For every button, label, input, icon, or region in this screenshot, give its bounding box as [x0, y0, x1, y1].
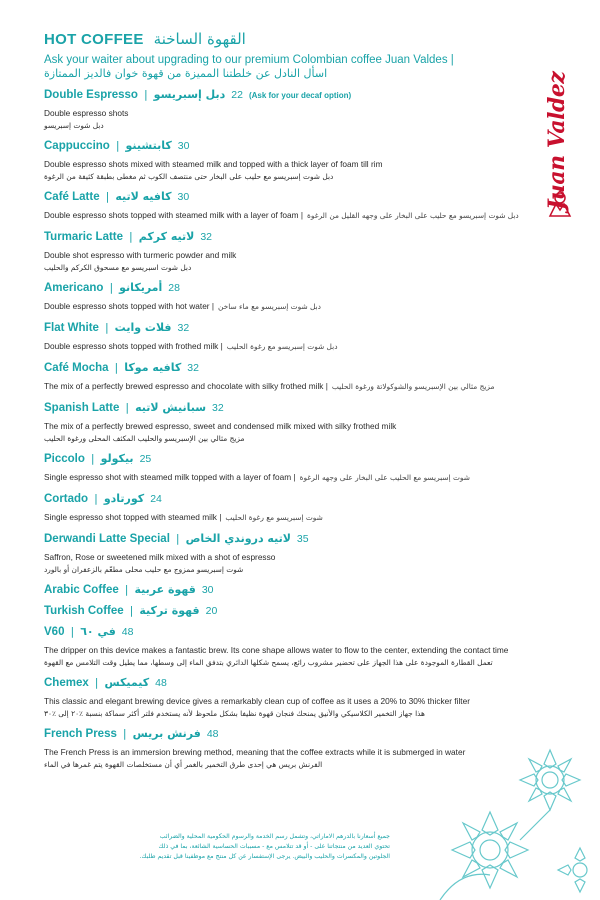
item-description-en: This classic and elegant brewing device gives a remarkably clean cup of coffee as it uses a 20% to 30% thicker filter [44, 696, 470, 706]
item-name-ar: سبانيش لاتيه [135, 401, 207, 414]
item-separator: | [105, 190, 110, 203]
menu-item-header [44, 361, 534, 374]
item-description-line [44, 465, 534, 484]
item-name-ar: لاتيه دروندي الخاص [185, 532, 291, 545]
item-price: 30 [177, 191, 190, 203]
item-description-en: Double espresso shots mixed with steamed milk and topped with a thick layer of foam till rim [44, 159, 383, 169]
menu-item-header [44, 88, 534, 101]
item-separator: | [143, 88, 148, 101]
menu-item-header [44, 190, 534, 203]
item-name-en: Flat White [44, 322, 99, 334]
item-name-ar: كابتشينو [125, 139, 172, 152]
menu-item [44, 230, 534, 273]
menu-item-header [44, 321, 534, 334]
item-price: 22 [231, 89, 243, 101]
item-separator: | [104, 321, 109, 334]
item-price: 35 [296, 533, 309, 545]
item-separator: | [70, 625, 75, 638]
item-name-en: Spanish Latte [44, 402, 120, 414]
section-title-ar: القهوة الساخنة [153, 30, 246, 48]
item-price: 30 [201, 584, 214, 596]
item-name-ar: كافيه موكا [124, 361, 182, 374]
item-description-line [44, 152, 534, 171]
item-description-ar: شوت إسبريسو مع رغوة الحليب [225, 513, 323, 522]
item-price: 48 [121, 626, 134, 638]
menu-item-header [44, 452, 534, 465]
item-separator: | [94, 492, 98, 505]
footer-allergen-note-1: تحتوي العديد من منتجاتنا على - أو قد تتلامس مع - مسببات الحساسية الشائعة، بما في ذلك [158, 843, 390, 850]
menu-footer [60, 832, 390, 862]
menu-item-header [44, 625, 534, 638]
item-price: 48 [155, 677, 167, 689]
item-name-en: Chemex [44, 677, 89, 689]
menu-item [44, 361, 534, 393]
footer-allergen-note-2: الجلوتين والمكسرات والحليب والبيض. يرجى الإستفسار عن كل منتج مع موظفينا قبل تقديم طلبك. [139, 853, 390, 860]
item-description-line [44, 294, 534, 313]
item-name-en: French Press [44, 728, 117, 740]
item-separator: | [90, 452, 95, 465]
item-name-ar: قهوة تركية [139, 604, 200, 617]
menu-item [44, 281, 534, 313]
item-description-ar: دبل شوت إسبريسو مع حليب على البخار حتى منتصف الكوب ثم مغطى بطبقة كثيفة من الرغوة [44, 172, 334, 181]
menu-header [44, 30, 524, 80]
item-description-line [44, 374, 534, 393]
menu-item [44, 452, 534, 484]
brand-logo [538, 40, 582, 210]
item-name-en: Café Latte [44, 191, 100, 203]
item-price: 48 [206, 728, 219, 740]
item-description-en: Double espresso shots topped with hot water | [44, 301, 215, 311]
item-separator: | [125, 401, 130, 414]
menu-item-header [44, 139, 534, 152]
menu-item [44, 604, 534, 617]
menu-item [44, 139, 534, 182]
item-description-ar: دبل شوت إسبريسو مع ماء ساخن [218, 302, 321, 311]
item-description-ar: الفرنش بريس هي إحدى طرق التخمير بالغمر أي أن مستخلصات القهوة يتم غمرها في الماء [44, 760, 323, 769]
floral-pattern-decoration [400, 700, 600, 900]
item-price: 28 [168, 282, 180, 294]
menu-item [44, 190, 534, 222]
item-description-ar: مزيج مثالي بين الإسبريسو والحليب المكثف المحلى ورغوة الحليب [44, 434, 245, 443]
item-price: 30 [177, 140, 190, 152]
menu-item [44, 88, 534, 131]
item-price: 32 [200, 231, 213, 243]
menu-item-header [44, 401, 534, 414]
item-description-ar: شوت إسبريسو مع الحليب على البخار على وجهه الرغوة [299, 473, 470, 482]
item-separator: | [122, 727, 127, 740]
item-description-ar: دبل شوت إسبريسو مع حليب على البخار على وجهه القليل من الرغوة [307, 211, 519, 220]
item-description-ar: دبل شوت إسبريسو مع رغوة الحليب [226, 342, 338, 351]
item-description-en: Single espresso shot topped with steamed milk | [44, 512, 222, 522]
item-name-ar: كافيه لاتيه [115, 190, 172, 203]
item-note: (Ask for your decaf option) [248, 91, 352, 100]
item-description-line [44, 505, 534, 524]
item-separator: | [109, 281, 114, 294]
item-name-en: Arabic Coffee [44, 584, 119, 596]
item-name-ar: كورتادو [103, 492, 145, 505]
item-name-ar: فلات وايت [114, 321, 172, 334]
menu-item-header [44, 492, 534, 505]
item-description-line [44, 101, 534, 120]
item-name-ar: لاتيه كركم [138, 230, 195, 243]
menu-list [44, 88, 534, 778]
item-separator: | [129, 604, 134, 617]
item-separator: | [129, 230, 133, 243]
item-price: 24 [150, 493, 162, 505]
menu-item-header [44, 532, 534, 545]
menu-item [44, 492, 534, 524]
item-name-ar: فرنش بريس [132, 727, 201, 740]
item-separator: | [115, 139, 120, 152]
item-name-en: Cappuccino [44, 140, 110, 152]
item-separator: | [114, 361, 119, 374]
section-title-en: HOT COFFEE [44, 31, 144, 48]
item-name-ar: في ٦٠ [80, 625, 116, 638]
menu-item-header [44, 281, 534, 294]
menu-item [44, 401, 534, 444]
item-name-en: V60 [44, 626, 65, 638]
item-price: 32 [177, 322, 190, 334]
menu-item-header [44, 583, 534, 596]
item-name-en: Double Espresso [44, 89, 138, 101]
item-name-en: Americano [44, 282, 104, 294]
item-name-en: Derwandi Latte Special [44, 533, 170, 545]
item-description-ar: دبل شوت اسبريسو مع مسحوق الكركم والحليب [44, 263, 192, 272]
item-description-line [44, 334, 534, 353]
footer-prices-note: جميع أسعارنا بالدرهم الاماراتي، وتشمل رسم الخدمة والرسوم الحكومية المحلية والضرائب [159, 833, 390, 840]
item-name-en: Piccolo [44, 453, 85, 465]
item-separator: | [175, 532, 180, 545]
item-description-en: The dripper on this device makes a fantastic brew. Its cone shape allows water to flow to the center, extending the contact time [44, 645, 509, 655]
item-price: 20 [205, 605, 218, 617]
item-separator: | [124, 583, 129, 596]
upgrade-note-en: Ask your waiter about upgrading to our premium Colombian coffee Juan Valdes | [44, 54, 454, 66]
brand-logo-text: Juan Valdez [544, 71, 570, 210]
item-description-en: Double espresso shots topped with frothed milk | [44, 341, 223, 351]
item-description-en: Saffron, Rose or sweetened milk mixed with a shot of espresso [44, 552, 276, 562]
item-description-en: Double shot espresso with turmeric powder and milk [44, 250, 237, 260]
menu-item [44, 532, 534, 575]
item-description-ar: شوت إسبريسو ممزوج مع حليب محلى مطعّم بالزعفران أو بالورد [44, 565, 244, 574]
item-name-ar: بيكولو [100, 452, 134, 465]
item-description-en: The mix of a perfectly brewed espresso and chocolate with silky frothed milk | [44, 381, 328, 391]
item-separator: | [94, 676, 99, 689]
item-description-en: Double espresso shots [44, 108, 129, 118]
menu-item-header [44, 676, 534, 689]
item-name-ar: أمريكانو [119, 281, 163, 294]
item-price: 25 [139, 453, 152, 465]
item-description-en: Double espresso shots topped with steamed milk with a layer of foam | [44, 210, 304, 220]
item-description-en: The mix of a perfectly brewed espresso, sweet and condensed milk mixed with silky frothed milk [44, 421, 397, 431]
item-description-line [44, 203, 534, 222]
item-name-en: Turmaric Latte [44, 231, 124, 243]
item-description-line [44, 638, 534, 657]
item-name-ar: كيميكس [104, 676, 150, 689]
section-title [44, 30, 524, 48]
item-description-line [44, 545, 534, 564]
item-name-en: Turkish Coffee [44, 605, 124, 617]
menu-item [44, 583, 534, 596]
item-description-line [44, 243, 534, 262]
item-description-en: The French Press is an immersion brewing method, meaning that the coffee extracts while it is submerged in water [44, 747, 466, 757]
upgrade-note-ar: اسأل النادل عن خلطتنا المميزة من قهوة خوان فالديز الممتازة [44, 67, 328, 80]
menu-item-header [44, 604, 534, 617]
item-price: 32 [212, 402, 224, 414]
item-description-ar: دبل شوت إسبريسو [44, 121, 104, 130]
item-price: 32 [187, 362, 199, 374]
item-description-ar: تعمل القطارة الموجودة على هذا الجهاز على تحضير مشروب رائع، يسمح شكلها الدائري بتدفق الماء إلى وسطها، مما يطيل وقت التلامس مع القهوة [44, 658, 493, 667]
menu-item [44, 625, 534, 668]
item-name-en: Cortado [44, 493, 89, 505]
item-description-ar: مزيج مثالي بين الإسبريسو والشوكولاتة ورغوة الحليب [331, 382, 495, 391]
item-description-ar: هذا جهاز التخمير الكلاسيكي والأنيق يمنحك فنجان قهوة نظيفا بشكل ملحوظ لأنه يستخدم فلتر أكثر سماكة بنسبة ٪٢٠ إلى ٪٣٠ [44, 709, 425, 718]
menu-item [44, 321, 534, 353]
brand-emblem-icon [546, 188, 574, 218]
item-name-ar: دبل إسبريسو [153, 88, 226, 101]
item-name-en: Café Mocha [44, 362, 109, 374]
item-description-line [44, 414, 534, 433]
item-description-en: Single espresso shot with steamed milk topped with a layer of foam | [44, 472, 296, 482]
menu-item-header [44, 230, 534, 243]
item-name-ar: قهوة عربية [134, 583, 196, 596]
